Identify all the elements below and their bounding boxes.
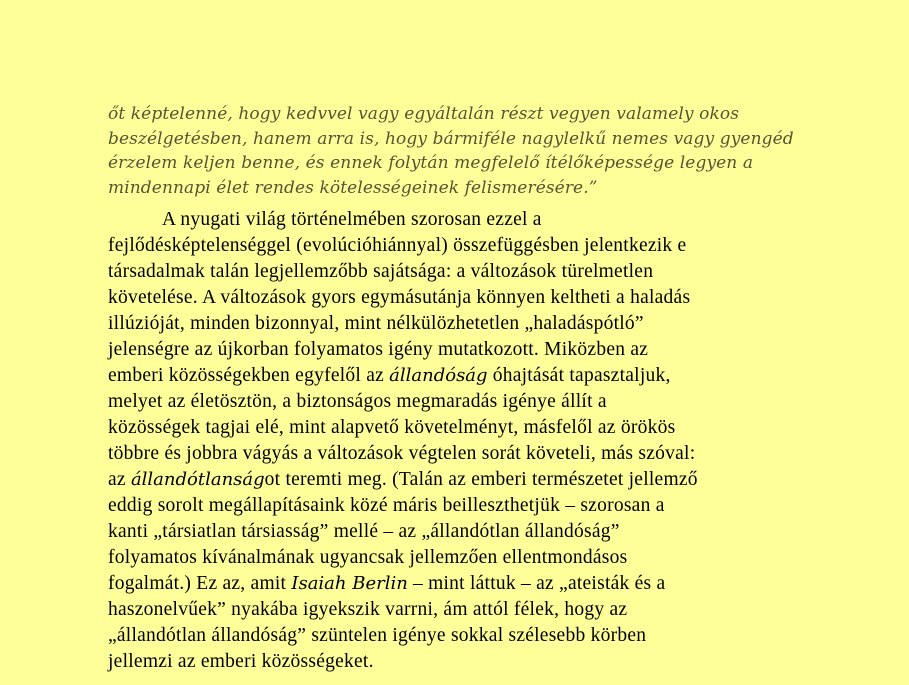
paragraph-line: eddig sorolt megállapításaink közé máris beilleszthetjük – szorosan a xyxy=(108,495,665,516)
paragraph-line: követelése. A változások gyors egymásutánja könnyen keltheti a haladás xyxy=(108,287,691,308)
paragraph-line: közösségek tagjai elé, mint alapvető követelményt, másfelől az örökös xyxy=(108,417,676,438)
quote-line: mindennapi élet rendes kötelességeinek felismerésére.” xyxy=(108,177,598,198)
paragraph-line: „állandótlan állandóság” szüntelen igénye sokkal szélesebb körben xyxy=(108,625,647,646)
paragraph-line: illúzióját, minden bizonnyal, mint nélkülözhetetlen „haladáspótló” xyxy=(108,313,644,334)
text-run: fogalmát.) Ez az, amit xyxy=(108,573,292,594)
body-paragraph xyxy=(108,207,808,675)
text-run: emberi közösségekben egyfelől az xyxy=(108,365,390,386)
emphasis-text: Isaiah Berlin xyxy=(291,573,408,594)
quote-line: őt képtelenné, hogy kedvvel vagy egyáltalán részt vegyen valamely okos xyxy=(108,104,740,124)
paragraph-line: társadalmak talán legjellemzőbb sajátsága: a változások türelmetlen xyxy=(108,261,654,282)
emphasis-text: állandóság xyxy=(389,365,488,386)
block-quote xyxy=(108,102,798,200)
text-run: – mint láttuk – az „ateisták és a xyxy=(407,573,666,594)
text-run: ot teremti meg. (Talán az emberi természetet jellemző xyxy=(264,469,698,490)
paragraph-line: kanti „társiatlan társiasság” mellé – az „állandótlan állandóság” xyxy=(108,521,620,542)
paragraph-line: jelenségre az újkorban folyamatos igény mutatkozott. Miközben az xyxy=(108,339,649,360)
emphasis-text: állandótlanság xyxy=(130,469,265,490)
paragraph-line xyxy=(108,467,808,493)
paragraph-line: haszonelvűek” nyakába igyekszik varrni, ám attól félek, hogy az xyxy=(108,599,628,620)
quote-line: érzelem keljen benne, és ennek folytán megfelelő ítélőképessége legyen a xyxy=(108,153,754,173)
paragraph-line: fejlődésképtelenséggel (evolúcióhiánnyal) összefüggésben jelentkezik e xyxy=(108,235,687,256)
paragraph-line: jellemzi az emberi közösségeket. xyxy=(108,651,374,672)
paragraph-line: melyet az életösztön, a biztonságos megmaradás igénye állít a xyxy=(108,391,607,412)
quote-line: beszélgetésben, hanem arra is, hogy bármiféle nagylelkű nemes vagy gyengéd xyxy=(108,128,794,149)
text-run: óhajtását tapasztaljuk, xyxy=(487,365,671,386)
paragraph-line: többre és jobbra vágyás a változások végtelen sorát követeli, más szóval: xyxy=(108,443,696,464)
paragraph-line xyxy=(108,571,808,597)
paragraph-line: A nyugati világ történelmében szorosan ezzel a xyxy=(162,209,542,230)
paragraph-line xyxy=(108,363,808,389)
text-run: az xyxy=(108,469,131,490)
paragraph-line: folyamatos kívánalmának ugyancsak jellemzően ellentmondásos xyxy=(108,547,628,568)
